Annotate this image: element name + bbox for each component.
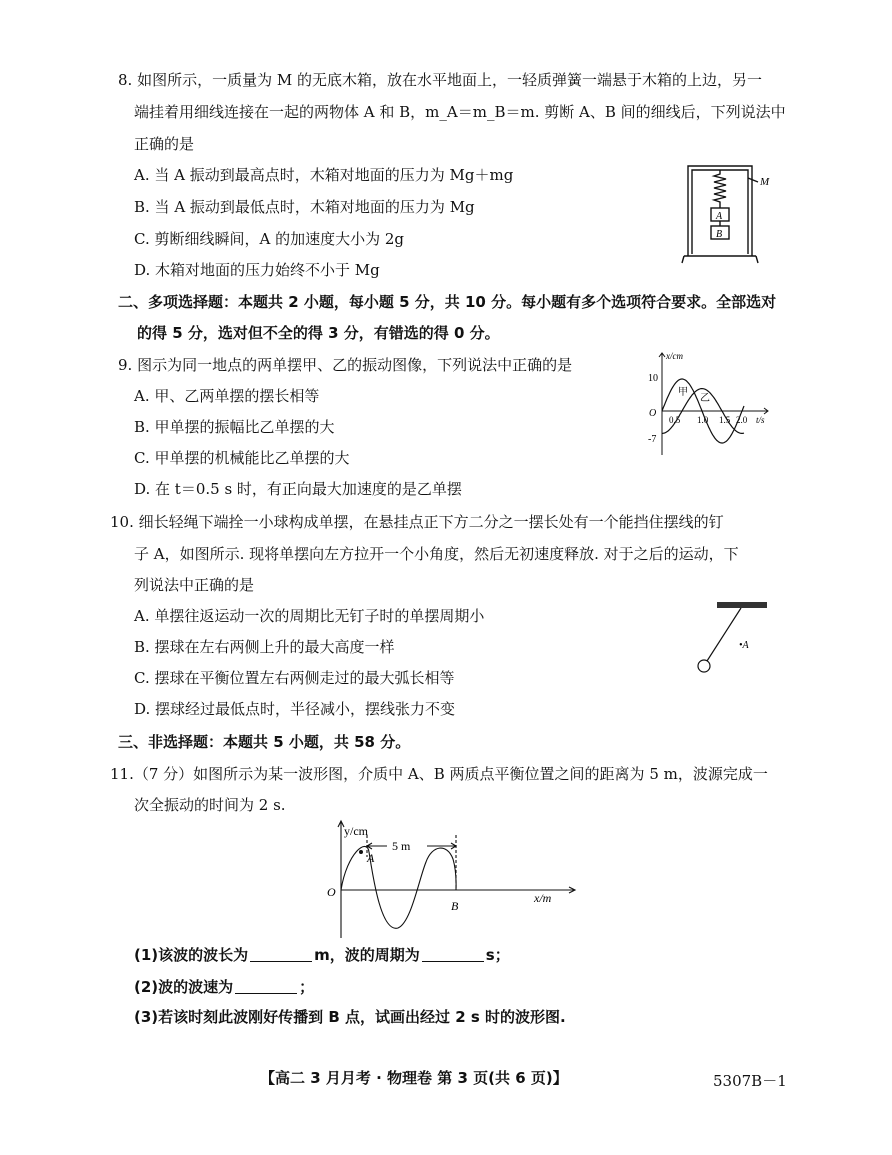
pendulum-string: [707, 608, 741, 661]
y-tick-neg7: -7: [648, 434, 657, 445]
q8-option-c: C. 剪断细线瞬间，A 的加速度大小为 2g: [134, 230, 404, 248]
paper-code: 5307B－1: [713, 1072, 787, 1090]
x-tick-0.5: 0.5: [669, 415, 681, 425]
ceiling: [717, 602, 767, 608]
page-footer: 【高二 3 月月考 · 物理卷 第 3 页(共 6 页)】: [260, 1069, 568, 1087]
q11-sub1-part2: m，波的周期为: [314, 946, 420, 964]
q8-option-b: B. 当 A 振动到最低点时，木箱对地面的压力为 Mg: [134, 198, 475, 216]
wave-curve: [341, 846, 456, 928]
q8-option-d: D. 木箱对地面的压力始终不小于 Mg: [134, 261, 380, 279]
point-a: [359, 850, 363, 854]
section2-line2: 的得 5 分，选对但不全的得 3 分，有错选的得 0 分。: [137, 324, 500, 342]
q11-wave-figure: [315, 815, 580, 940]
q8-line3: 正确的是: [134, 135, 195, 153]
series-jia-label: 甲: [678, 387, 688, 398]
q10-line2: 子 A，如图所示. 现将单摆向左方拉开一个小角度，然后无初速度释放. 对于之后的运动，下: [134, 545, 739, 563]
point-a-label: A: [367, 851, 375, 865]
origin-label: O: [649, 408, 657, 419]
distance-label: 5 m: [392, 839, 411, 853]
spring: [714, 170, 726, 208]
q10-option-b: B. 摆球在左右两侧上升的最大高度一样: [134, 638, 395, 656]
q10-option-a: A. 单摆往返运动一次的周期比无钉子时的单摆周期小: [134, 607, 485, 625]
label-m: M: [760, 176, 770, 188]
q11-sub1-part1: (1)该波的波长为: [134, 946, 249, 964]
q10-line1: 10. 细长轻绳下端拴一小球构成单摆，在悬挂点正下方二分之一摆长处有一个能挡住摆线的钉: [110, 513, 724, 531]
q9-stem: 9. 图示为同一地点的两单摆甲、乙的振动图像，下列说法中正确的是: [118, 356, 573, 374]
series-yi-label: 乙: [700, 393, 710, 404]
q11-sub1-part3: s；: [485, 946, 510, 964]
q9-option-c: C. 甲单摆的机械能比乙单摆的大: [134, 449, 350, 467]
point-b-label: B: [451, 899, 459, 913]
label-a: A: [716, 211, 723, 222]
nail-label: •A: [739, 640, 749, 651]
q11-sub2-part1: (2)波的波速为: [134, 978, 234, 996]
x-axis-label: x/m: [534, 891, 552, 905]
x-tick-1.0: 1.0: [697, 415, 709, 425]
box-base: [682, 256, 758, 263]
label-b: B: [716, 229, 723, 240]
q8-option-a: A. 当 A 振动到最高点时，木箱对地面的压力为 Mg＋mg: [134, 166, 514, 184]
period-blank[interactable]: [422, 947, 484, 962]
q9-vibration-chart: [640, 345, 775, 460]
section2-line1: 二、多项选择题：本题共 2 小题，每小题 5 分，共 10 分。每小题有多个选项符合要求。全部选对: [118, 293, 777, 311]
origin-label: O: [327, 885, 336, 899]
wavelength-blank[interactable]: [250, 947, 312, 962]
q8-line1: 8. 如图所示，一质量为 M 的无底木箱，放在水平地面上，一轻质弹簧一端悬于木箱的上边，另一: [118, 71, 762, 89]
q11-line1: 11.（7 分）如图所示为某一波形图，介质中 A、B 两质点平衡位置之间的距离为 5 m，波源完成一: [110, 765, 768, 783]
y-axis-label: x/cm: [666, 351, 683, 361]
x-tick-2.0: 2.0: [736, 415, 748, 425]
q10-option-c: C. 摆球在平衡位置左右两侧走过的最大弧长相等: [134, 669, 455, 687]
q11-line2: 次全振动的时间为 2 s.: [134, 796, 286, 814]
q11-sub2-part2: ；: [299, 978, 315, 996]
q10-line3: 列说法中正确的是: [134, 576, 255, 594]
q9-option-b: B. 甲单摆的振幅比乙单摆的大: [134, 418, 335, 436]
y-axis-label: y/cm: [344, 824, 368, 838]
q8-box-figure: [680, 160, 780, 270]
q11-sub3: (3)若该时刻此波刚好传播到 B 点，试画出经过 2 s 时的波形图.: [134, 1008, 566, 1026]
x-tick-1.5: 1.5: [719, 415, 731, 425]
q8-line2: 端挂着用细线连接在一起的两物体 A 和 B，m_A＝m_B＝m. 剪断 A、B 间的细线后，下列说法中: [134, 103, 786, 121]
q10-option-d: D. 摆球经过最低点时，半径减小，摆线张力不变: [134, 700, 456, 718]
section3-title: 三、非选择题：本题共 5 小题，共 58 分。: [118, 733, 411, 751]
speed-blank[interactable]: [235, 979, 297, 994]
x-axis-label: t/s: [756, 415, 765, 425]
pendulum-ball: [698, 660, 710, 672]
q9-option-d: D. 在 t＝0.5 s 时，有正向最大加速度的是乙单摆: [134, 480, 462, 498]
y-tick-10: 10: [648, 373, 658, 384]
q10-pendulum-figure: [695, 598, 775, 683]
q11-sub2: [134, 978, 314, 996]
q11-sub1: [134, 946, 510, 964]
q9-option-a: A. 甲、乙两单摆的摆长相等: [134, 387, 320, 405]
